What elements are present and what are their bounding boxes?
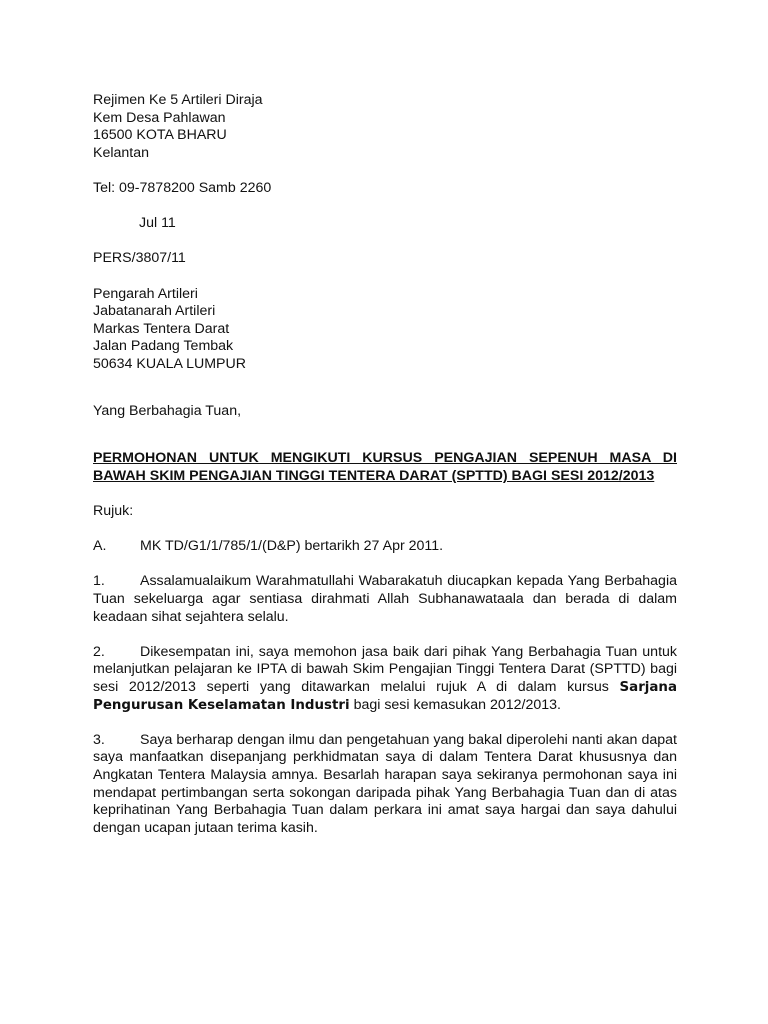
sender-line-3: 16500 KOTA BHARU [93, 127, 227, 144]
paragraph-3 [93, 732, 677, 838]
rujuk-item-a [93, 538, 677, 556]
sender-line-1: Rejimen Ke 5 Artileri Diraja [93, 92, 263, 108]
sender-line-2: Kem Desa Pahlawan [93, 109, 226, 126]
recipient-line-3: Markas Tentera Darat [93, 320, 230, 337]
sender-address [93, 92, 677, 162]
paragraph-2-number: 2. [93, 643, 105, 660]
paragraph-3-number: 3. [93, 731, 105, 748]
recipient-line-2: Jabatanarah Artileri [93, 303, 216, 320]
paragraph-1-text: Assalamualaikum Warahmatullahi Wabarakatuh diucapkan kepada Yang Berbahagia Tuan sekeluarga agar sentiasa dirahmati Allah Subhanawataala dan berada di dalam keadaan sihat sejahtera selalu. [93, 573, 677, 625]
subject-heading: PERMOHONAN UNTUK MENGIKUTI KURSUS PENGAJIAN SEPENUH MASA DI BAWAH SKIM PENGAJIAN TINGGI TENTERA DARAT (SPTTD) BAGI SESI 2012/2013 [93, 450, 677, 484]
paragraph-2-text-after: bagi sesi kemasukan 2012/2013. [353, 696, 561, 713]
rujuk-item-text: MK TD/G1/1/785/1/(D&P) bertarikh 27 Apr 2011. [140, 538, 444, 555]
recipient-address [93, 286, 677, 374]
paragraph-1 [93, 573, 677, 626]
sender-line-4: Kelantan [93, 144, 150, 161]
paragraph-3-text: Saya berharap dengan ilmu dan pengetahuan yang bakal diperolehi nanti akan dapat saya manfaatkan disepanjang perkhidmatan saya di dalam Tentera Darat khususnya dan Angkatan Tentera Malaysia amnya. Besarlah harapan saya sekiranya permohonan saya ini mendapat pertimbangan serta sokongan daripada pihak Yang Berbahagia Tuan dan di atas keprihatinan Yang Berbahagia Tuan dalam perkara ini amat saya hargai dan saya dahului dengan ucapan jutaan terima kasih. [93, 731, 677, 836]
course-name: Sarjana Pengurusan Keselamatan Industri [93, 680, 677, 713]
telephone: Tel: 09-7878200 Samb 2260 [93, 179, 272, 196]
recipient-line-4: Jalan Padang Tembak [93, 338, 234, 355]
reference-number: PERS/3807/11 [93, 250, 186, 267]
salutation: Yang Berbahagia Tuan, [93, 403, 242, 420]
rujuk-label: Rujuk: [93, 503, 134, 520]
paragraph-2-text-before: Dikesempatan ini, saya memohon jasa baik dari pihak Yang Berbahagia Tuan untuk melanjutkan pelajaran ke IPTA di bawah Skim Pengajian Tinggi Tentera Darat (SPTTD) bagi sesi 2012/2013 seperti yang ditawarkan melalui rujuk A di dalam kursus [93, 643, 677, 695]
paragraph-1-number: 1. [93, 573, 105, 590]
letter-page [93, 92, 677, 837]
paragraph-2 [93, 644, 677, 714]
recipient-line-1: Pengarah Artileri [93, 285, 198, 302]
letter-date: Jul 11 [139, 215, 176, 232]
rujuk-item-marker: A. [93, 538, 107, 555]
recipient-line-5: 50634 KUALA LUMPUR [93, 355, 246, 372]
